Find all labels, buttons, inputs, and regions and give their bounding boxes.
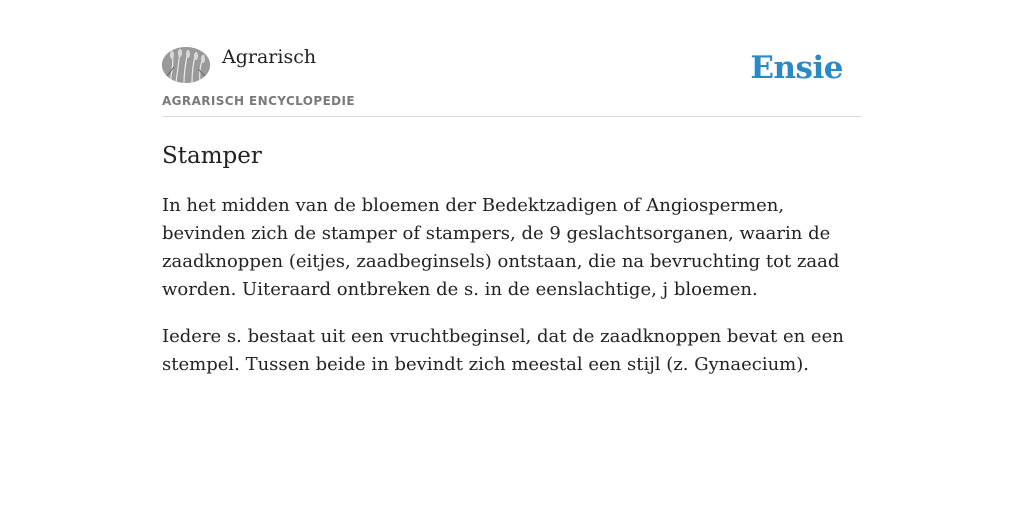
article-paragraph-1: In het midden van de bloemen der Bedektzadigen of Angiospermen, bevinden zich de stamper of stampers, de 9 geslachtsorganen, waarin de zaadknoppen (eitjes, zaadbeginsels) ontstaan, die na bevruchting tot zaad worden. Uiteraard ontbreken de s. in de eenslachtige, j bloemen.: [162, 195, 840, 300]
article-title: Stamper: [162, 143, 262, 169]
page-container: [162, 0, 862, 379]
wheat-logo-icon: [162, 47, 210, 83]
source-name[interactable]: Agrarisch: [222, 46, 317, 68]
header: [162, 0, 862, 117]
article-paragraph-2: Iedere s. bestaat uit een vruchtbeginsel, dat de zaadknoppen bevat en een stempel. Tussen beide in bevindt zich meestal een stijl (z. Gynaecium).: [162, 326, 844, 375]
brand-logo[interactable]: Ensie: [750, 50, 843, 86]
source-subtitle: AGRARISCH ENCYCLOPEDIE: [162, 94, 355, 108]
